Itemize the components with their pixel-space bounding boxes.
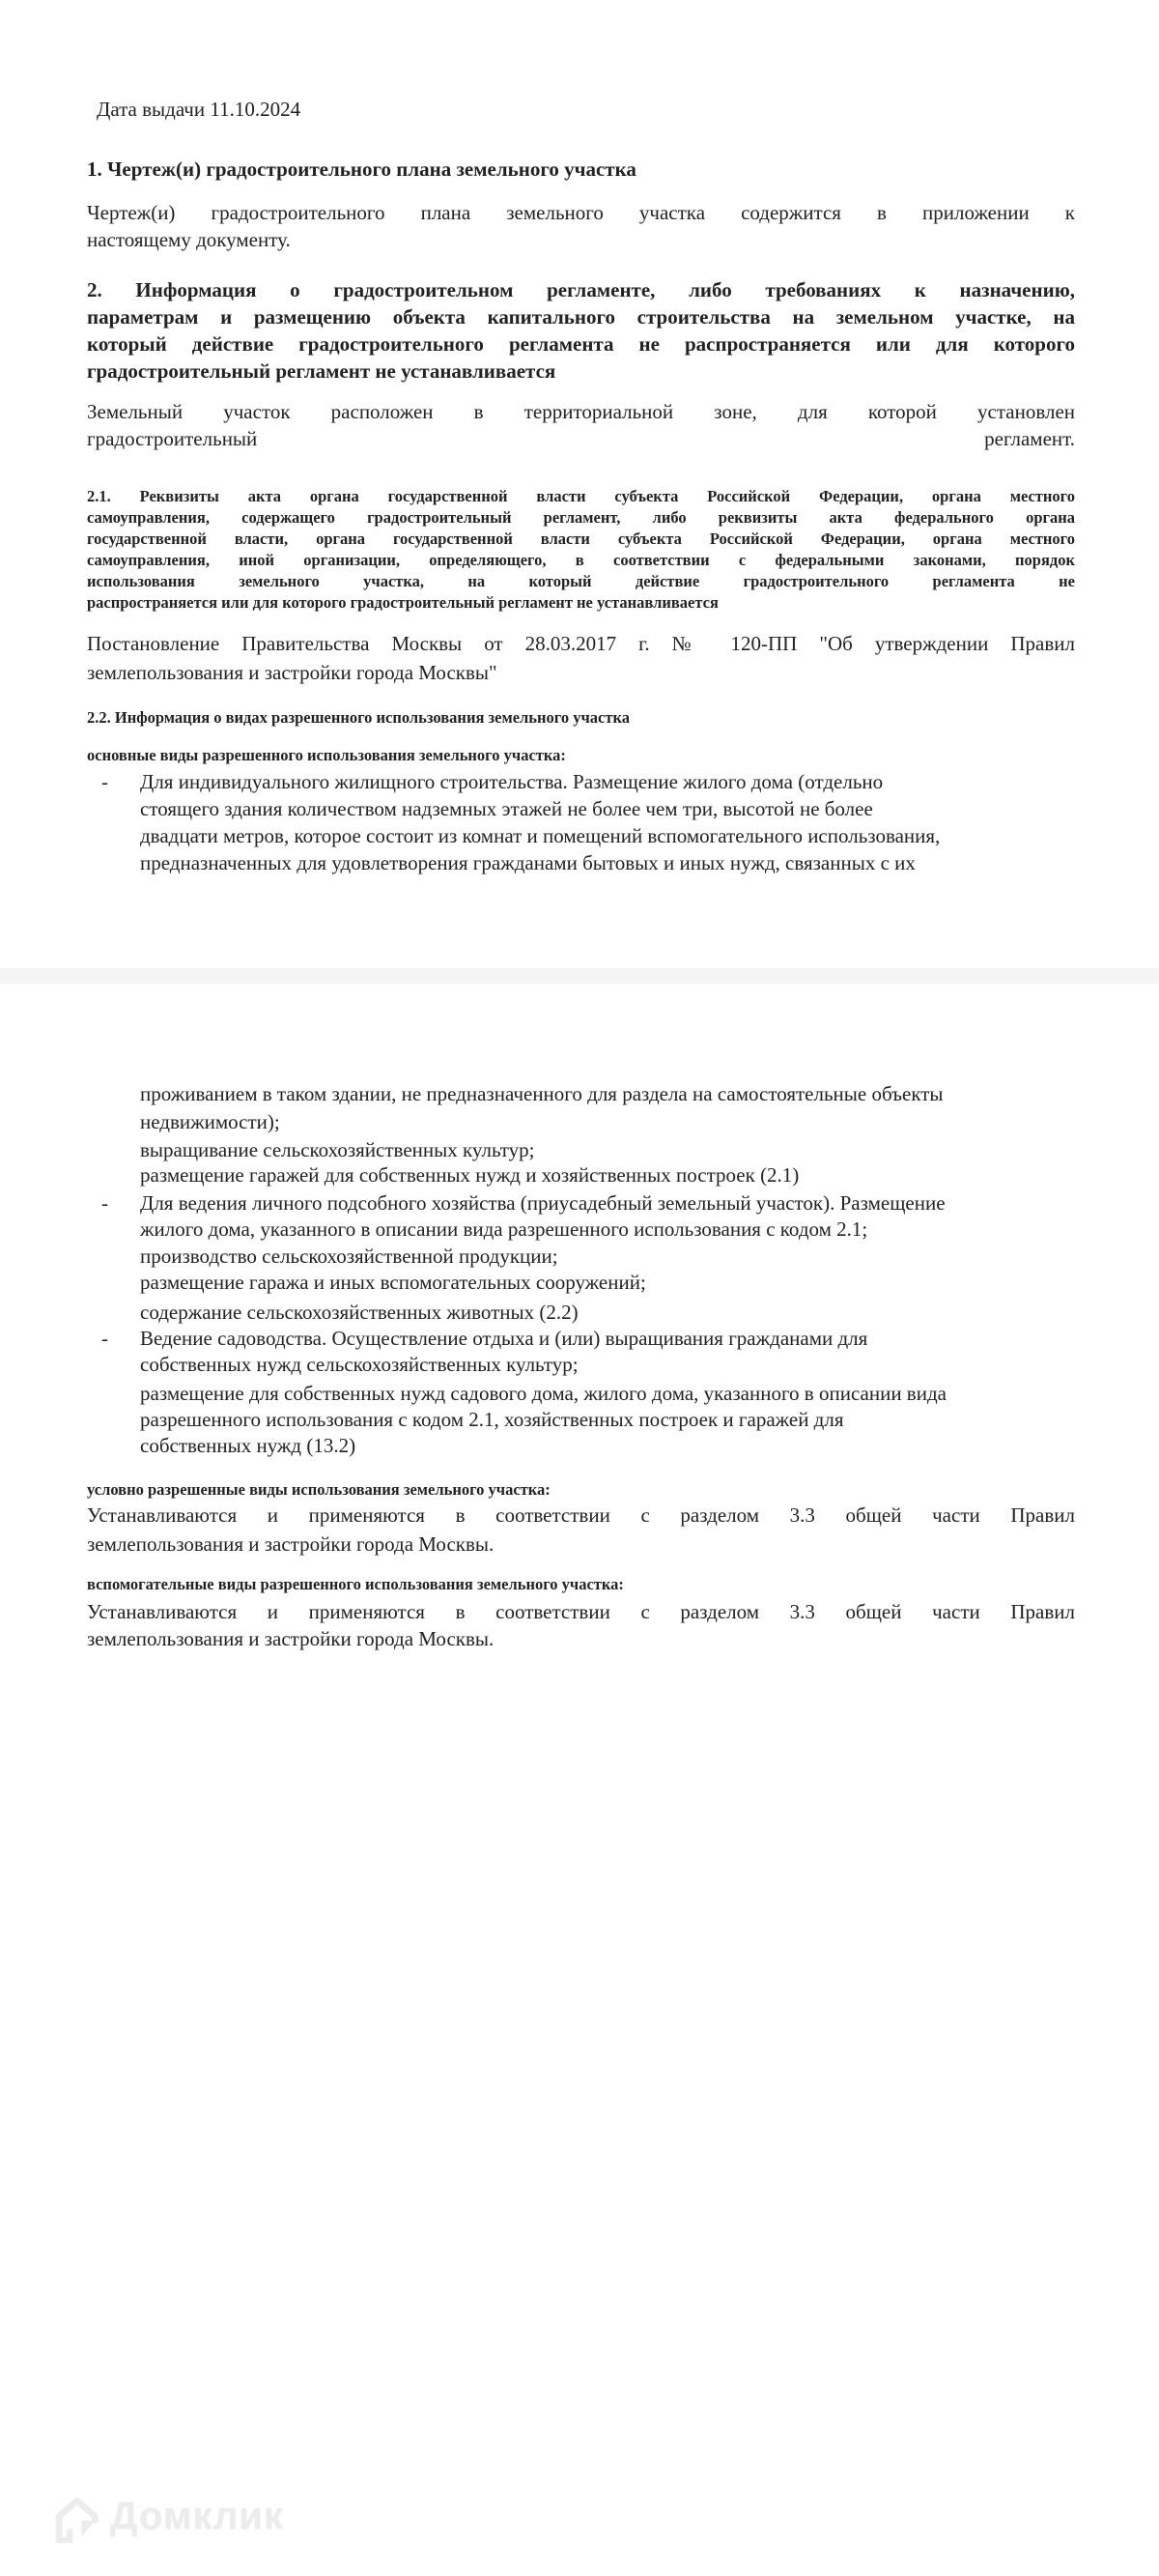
section-2-heading-line-1: 2. Информация о градостроительном регламенте, либо требованиях к назначению, xyxy=(87,278,1075,301)
primary-use-3-line-2: собственных нужд сельскохозяйственных культур; xyxy=(140,1353,579,1376)
primary-use-1-line-4: предназначенных для удовлетворения гражданами бытовых и иных нужд, связанных с их xyxy=(140,851,916,874)
primary-use-3-line-1: Ведение садоводства. Осуществление отдыха и (или) выращивания гражданами для xyxy=(140,1327,868,1350)
section-2-heading-line-2: параметрам и размещению объекта капитального строительства на земельном участке, на xyxy=(87,305,1075,329)
section-2-1-heading-line-4: самоуправления, иной организации, определяющего, в соответствии с федеральными законами, порядок xyxy=(87,551,1075,569)
section-2-1-heading-line-2: самоуправления, содержащего градостроительный регламент, либо реквизиты акта федерального органа xyxy=(87,508,1075,527)
issue-date-line: Дата выдачи 11.10.2024 xyxy=(97,98,301,121)
section-2-2-heading: 2.2. Информация о видах разрешенного использования земельного участка xyxy=(87,708,630,727)
section-2-heading-line-4: градостроительный регламент не устанавливается xyxy=(87,359,556,383)
primary-use-2-line-2: жилого дома, указанного в описании вида разрешенного использования с кодом 2.1; xyxy=(140,1217,868,1241)
primary-use-1-line-1: Для индивидуального жилищного строительства. Размещение жилого дома (отдельно xyxy=(140,770,884,793)
conditional-uses-label: условно разрешенные виды использования земельного участка: xyxy=(87,1480,551,1499)
primary-use-1-line-5: проживанием в таком здании, не предназначенного для раздела на самостоятельные объекты xyxy=(140,1082,944,1105)
primary-uses-label: основные виды разрешенного использования земельного участка: xyxy=(87,746,566,764)
primary-use-1-line-1-bullet-dash: - xyxy=(101,770,108,793)
page-separator xyxy=(0,968,1159,984)
auxiliary-uses-label: вспомогательные виды разрешенного использования земельного участка: xyxy=(87,1575,624,1593)
section-2-1-heading-line-1: 2.1. Реквизиты акта органа государственной власти субъекта Российской Федерации, органа местного xyxy=(87,487,1075,505)
section-2-body-line-2: градостроительный регламент. xyxy=(87,427,1075,450)
conditional-uses-body-line-2: землепользования и застройки города Москвы. xyxy=(87,1532,495,1556)
primary-use-2-line-3: производство сельскохозяйственной продукции; xyxy=(140,1245,558,1268)
section-2-1-heading-line-6: распространяется или для которого градостроительный регламент не устанавливается xyxy=(87,593,719,612)
primary-use-2-line-5: содержание сельскохозяйственных животных (2.2) xyxy=(140,1301,579,1324)
primary-use-2-line-1-bullet-dash: - xyxy=(101,1191,108,1215)
section-2-1-heading-line-5: использования земельного участка, на который действие градостроительного регламента не xyxy=(87,572,1075,590)
domclick-watermark xyxy=(46,2489,284,2543)
primary-use-1-line-7: выращивание сельскохозяйственных культур; xyxy=(140,1138,535,1161)
section-1-body-line-2: настоящему документу. xyxy=(87,228,291,251)
auxiliary-uses-body-line-1: Устанавливаются и применяются в соответствии с разделом 3.3 общей части Правил xyxy=(87,1600,1075,1623)
section-2-body-line-1: Земельный участок расположен в территориальной зоне, для которой установлен xyxy=(87,400,1075,423)
primary-use-2-line-1: Для ведения личного подсобного хозяйства (приусадебный земельный участок). Размещение xyxy=(140,1191,946,1215)
section-2-1-body-line-1: Постановление Правительства Москвы от 28.03.2017 г. № 120-ПП "Об утверждении Правил xyxy=(87,632,1075,655)
primary-use-3-line-1-bullet-dash: - xyxy=(101,1327,108,1350)
primary-use-1-line-8: размещение гаражей для собственных нужд и хозяйственных построек (2.1) xyxy=(140,1163,800,1187)
primary-use-1-line-3: двадцати метров, которое состоит из комнат и помещений вспомогательного использования, xyxy=(140,824,941,847)
conditional-uses-body-line-1: Устанавливаются и применяются в соответствии с разделом 3.3 общей части Правил xyxy=(87,1503,1075,1527)
primary-use-1-line-2: стоящего здания количеством надземных этажей не более чем три, высотой не более xyxy=(140,797,873,820)
section-2-1-body-line-2: землепользования и застройки города Москвы" xyxy=(87,661,497,684)
domclick-watermark-text: Домклик xyxy=(110,2494,285,2537)
primary-use-2-line-4: размещение гаража и иных вспомогательных сооружений; xyxy=(140,1271,646,1294)
primary-use-3-line-3: размещение для собственных нужд садового дома, жилого дома, указанного в описании вида xyxy=(140,1382,947,1405)
primary-use-1-line-6: недвижимости); xyxy=(140,1110,280,1133)
primary-use-3-line-5: собственных нужд (13.2) xyxy=(140,1434,356,1457)
section-1-body-line-1: Чертеж(и) градостроительного плана земельного участка содержится в приложении к xyxy=(87,201,1075,224)
auxiliary-uses-body-line-2: землепользования и застройки города Москвы. xyxy=(87,1627,495,1650)
primary-use-3-line-4: разрешенного использования с кодом 2.1, хозяйственных построек и гаражей для xyxy=(140,1408,844,1431)
house-icon xyxy=(46,2489,100,2543)
section-2-heading-line-3: который действие градостроительного регламента не распространяется или для которого xyxy=(87,332,1075,356)
section-1-heading: 1. Чертеж(и) градостроительного плана земельного участка xyxy=(87,157,636,181)
section-2-1-heading-line-3: государственной власти, органа государственной власти субъекта Российской Федерации, органа местного xyxy=(87,530,1075,548)
